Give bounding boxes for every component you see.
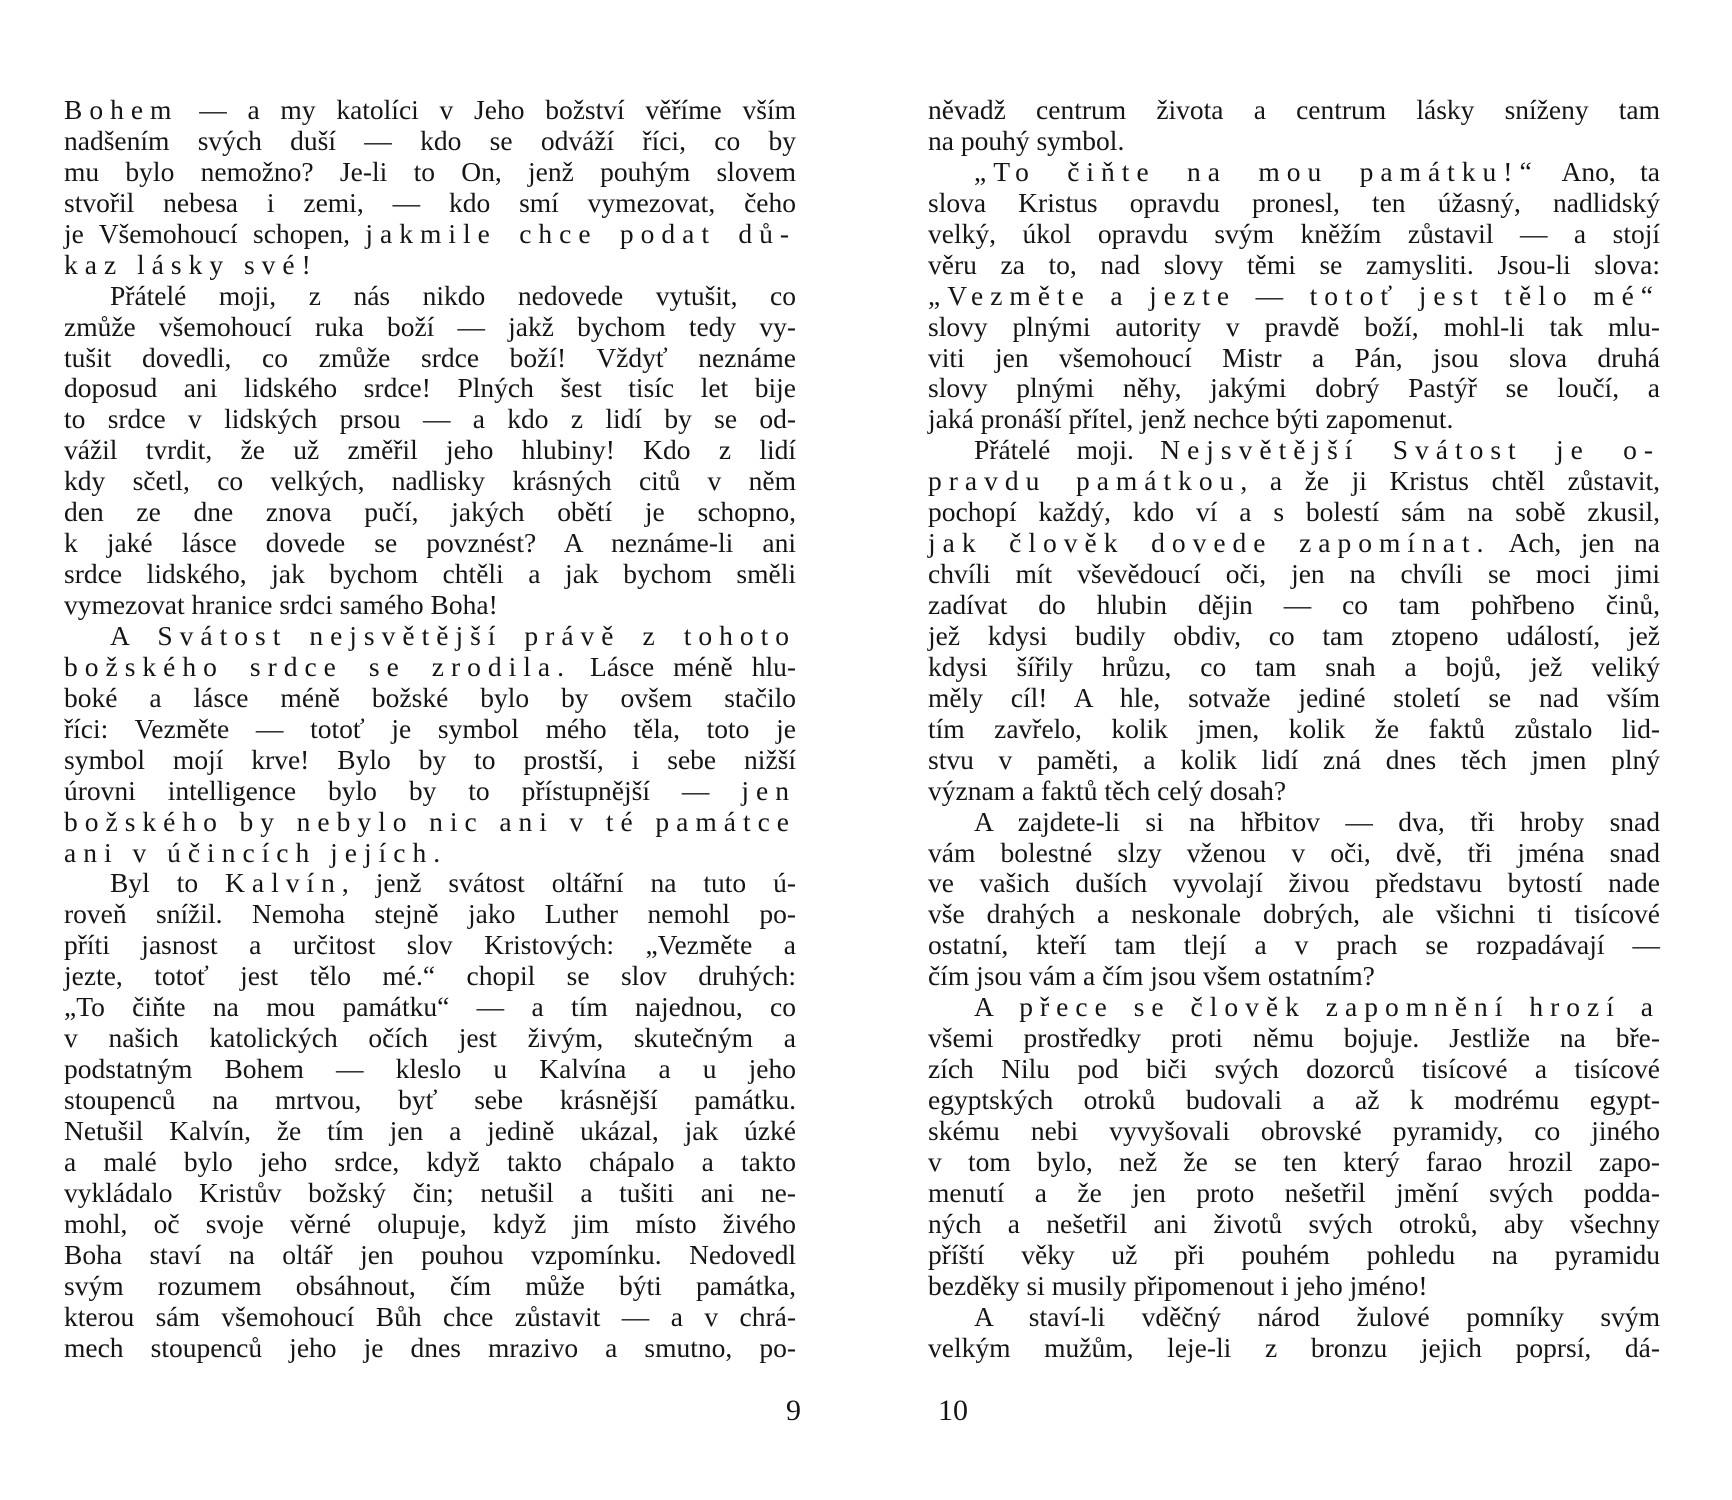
right-page: [928, 95, 1660, 1363]
text-line: [64, 992, 796, 1023]
text-run: to srdce v lidských prsou — a kdo z lidí by se od-: [64, 403, 796, 435]
text-run: úrovni intelligence bylo by to přístupnější —: [64, 774, 742, 806]
text-line: [64, 528, 796, 559]
text-line: [928, 343, 1660, 374]
text-run: jezte, totoť jest tělo mé.“ chopil se slov druhých:: [64, 960, 796, 992]
text-line: [64, 1209, 796, 1240]
text-run: vážil tvrdit, že už změřil jeho hlubiny! Kdo z lidí: [64, 434, 796, 466]
text-run: roveň snížil. Nemoha stejně jako Luther nemohl po-: [64, 898, 796, 930]
spaced-emphasis-text: božského srdce se zrodila.: [64, 650, 572, 682]
spaced-emphasis-text: jen: [741, 774, 796, 806]
text-line: [64, 838, 796, 869]
text-run: jež kdysi budily obdiv, co tam ztopeno událostí, jež: [928, 619, 1660, 651]
text-run: Ach, jen na: [1490, 527, 1660, 559]
text-line: [928, 1209, 1660, 1240]
text-run: zadívat do hlubin dějin — co tam pohřbeno činů,: [928, 589, 1660, 620]
text-run: vymezovat hranice srdci samého Boha!: [64, 589, 498, 620]
text-run: podstatným Bohem — kleslo u Kalvína a u jeho: [64, 1053, 796, 1085]
text-line: [64, 652, 796, 683]
text-line: [928, 1147, 1660, 1178]
text-line: [64, 219, 796, 250]
text-run: zích Nilu pod biči svých dozorců tisícové a tisícové: [928, 1053, 1660, 1085]
text-line: [64, 868, 796, 899]
text-line: [64, 1302, 796, 1333]
text-run: ostatní, kteří tam tlejí a v prach se rozpadávají —: [928, 929, 1660, 961]
text-line: [928, 1054, 1660, 1085]
text-run: pochopí každý, kdo ví a s bolestí sám na sobě zkusil,: [928, 496, 1660, 528]
text-line: [928, 1240, 1660, 1271]
text-run: chvíli mít vševědoucí oči, jen na chvíli se moci jimi: [928, 558, 1660, 590]
text-line: [928, 466, 1660, 497]
text-line: [64, 1116, 796, 1147]
text-line: [928, 714, 1660, 745]
text-run: říci: Vezměte — totoť je symbol mého těla, toto je: [64, 712, 796, 744]
text-line: [64, 930, 796, 961]
spaced-emphasis-text: „To čiňte na mou památku!“: [974, 155, 1539, 187]
text-line: [928, 899, 1660, 930]
text-run: tím zavřelo, kolik jmen, kolik že faktů zůstalo lid-: [928, 712, 1660, 744]
text-line: [928, 404, 1660, 435]
text-line: [928, 1333, 1660, 1364]
text-line: [928, 219, 1660, 250]
text-run: čím jsou vám a čím jsou všem ostatním?: [928, 960, 1375, 992]
text-line: [928, 652, 1660, 683]
text-line: [64, 899, 796, 930]
spaced-emphasis-text: Bohem: [64, 94, 179, 125]
text-line: [64, 961, 796, 992]
text-run: měly cíl! A hle, sotvaže jediné století se nad vším: [928, 681, 1660, 713]
text-line: [928, 621, 1660, 652]
text-line: [928, 250, 1660, 281]
text-line: [928, 961, 1660, 992]
text-run: velkým mužům, leje-li z bronzu jejich poprsí, dá-: [928, 1331, 1660, 1363]
text-line: [928, 497, 1660, 528]
text-run: něvadž centrum života a centrum lásky sníženy tam: [928, 94, 1660, 125]
text-line: [64, 1085, 796, 1116]
text-line: [928, 1178, 1660, 1209]
text-run: A staví-li vděčný národ žulové pomníky svým: [974, 1300, 1660, 1332]
text-line: [928, 992, 1660, 1023]
text-run: egyptských otroků budovali a až k modrému egypt-: [928, 1084, 1660, 1115]
text-run: A zajdete-li si na hřbitov — dva, tři hroby snad: [974, 805, 1660, 837]
text-line: [64, 590, 796, 621]
text-run: jaká pronáší přítel, jenž nechce býti zapomenut.: [928, 403, 1454, 435]
text-line: [928, 838, 1660, 869]
text-run: slovy plnými něhy, jakými dobrý Pastýř se loučí, a: [928, 372, 1660, 404]
text-run: skému nebi vyvyšovali obrovské pyramidy, co jiného: [928, 1114, 1660, 1146]
spaced-emphasis-text: „Vezměte a jezte — totoť jest tělo mé“: [928, 279, 1660, 311]
text-line: [928, 776, 1660, 807]
text-line: [64, 776, 796, 807]
text-run: kdy sčetl, co velkých, nadlisky krásných citů v něm: [64, 465, 796, 497]
text-run: , jenž svátost oltářní na tuto ú-: [341, 867, 797, 899]
text-line: [64, 1147, 796, 1178]
text-run: mu bylo nemožno? Je-li to On, jenž pouhým slovem: [64, 155, 796, 187]
text-line: [64, 95, 796, 126]
text-line: [928, 559, 1660, 590]
text-run: význam a faktů těch celý dosah?: [928, 774, 1287, 806]
text-line: [928, 528, 1660, 559]
text-line: [64, 1333, 796, 1364]
text-run: všemi prostředky proti němu bojuje. Jestliže na bře-: [928, 1022, 1660, 1054]
text-run: Přátelé moji, z nás nikdo nedovede vytušit, co: [110, 279, 796, 311]
text-line: [928, 1023, 1660, 1054]
text-run: a malé bylo jeho srdce, když takto chápalo a takto: [64, 1145, 796, 1177]
text-line: [64, 188, 796, 219]
text-line: [64, 250, 796, 281]
text-run: , a že ji Kristus chtěl zůstavit,: [1240, 465, 1661, 497]
text-run: Netušil Kalvín, že tím jen a jedině ukázal, jak úzké: [64, 1114, 796, 1146]
text-line: [64, 559, 796, 590]
spaced-emphasis-text: Kalvín: [225, 867, 342, 899]
text-run: den ze dne znova pučí, jakých obětí je schopno,: [64, 496, 796, 528]
text-line: [928, 373, 1660, 404]
text-line: [928, 188, 1660, 219]
text-run: Přátelé moji.: [974, 434, 1161, 466]
text-line: [64, 126, 796, 157]
text-run: ve vašich duších vyvolají živou představu bytostí nade: [928, 867, 1660, 899]
text-run: bezděky si musily připomenout i jeho jméno!: [928, 1269, 1428, 1301]
text-line: [928, 312, 1660, 343]
text-line: [64, 1054, 796, 1085]
text-line: [928, 435, 1660, 466]
text-run: slovy plnými autority v pravdě boží, mohl-li tak mlu-: [928, 310, 1660, 342]
text-line: [64, 466, 796, 497]
text-run: stvořil nebesa i zemi, — kdo smí vymezovat, čeho: [64, 186, 796, 218]
spaced-emphasis-text: Nejsvětější Svátost je o-: [1160, 434, 1660, 466]
text-run: k jaké lásce dovede se povznést? A neznáme-li ani: [64, 527, 796, 559]
text-run: Lásce méně hlu-: [571, 650, 796, 682]
text-run: kdysi šířily hrůzu, co tam snah a bojů, jež veliký: [928, 650, 1660, 682]
spaced-emphasis-text: kaz lásky své!: [64, 248, 318, 280]
text-line: [928, 1271, 1660, 1302]
text-line: [64, 1240, 796, 1271]
text-run: srdce lidského, jak bychom chtěli a jak bychom směli: [64, 558, 796, 590]
text-line: [64, 1023, 796, 1054]
text-line: [64, 343, 796, 374]
text-run: tušit dovedli, co zmůže srdce boží! Vždyť neznáme: [64, 341, 796, 373]
text-run: boké a lásce méně božské bylo by ovšem stačilo: [64, 681, 796, 713]
text-run: Boha staví na oltář jen pouhou vzpomínku. Nedovedl: [64, 1238, 796, 1270]
spaced-emphasis-text: jak člověk dovede zapomínat.: [928, 527, 1491, 559]
spaced-emphasis-text: pravdu památkou: [928, 465, 1241, 497]
spaced-emphasis-text: A přece se člověk zapomnění hrozí a: [974, 991, 1660, 1023]
text-run: „To čiňte na mou památku“ — a tím najednou, co: [64, 991, 796, 1023]
text-line: [928, 126, 1660, 157]
text-line: [928, 1085, 1660, 1116]
text-run: na pouhý symbol.: [928, 124, 1125, 156]
text-run: Byl to: [110, 867, 226, 899]
text-line: [64, 404, 796, 435]
spaced-emphasis-text: božského by nebylo nic ani v té památce: [64, 805, 796, 837]
text-run: menutí a že jen proto nešetřil jmění svých podda-: [928, 1176, 1660, 1208]
text-line: [928, 95, 1660, 126]
text-line: [928, 157, 1660, 188]
text-run: příti jasnost a určitost slov Kristových: „Vezměte a: [64, 929, 796, 961]
text-run: v našich katolických očích jest živým, skutečným a: [64, 1022, 796, 1054]
text-line: [928, 1302, 1660, 1333]
page-number-right: 10: [938, 1394, 968, 1427]
text-line: [928, 745, 1660, 776]
left-page: [64, 95, 796, 1363]
spaced-emphasis-text: A Svátost nejsvětější právě z tohoto: [110, 619, 796, 651]
text-run: slova Kristus opravdu pronesl, ten úžasný, nadlidský: [928, 186, 1660, 218]
text-run: příští věky už při pouhém pohledu na pyramidu: [928, 1238, 1660, 1270]
text-line: [64, 1178, 796, 1209]
page-number-left: 9: [786, 1394, 801, 1427]
text-line: [64, 807, 796, 838]
text-line: [64, 1271, 796, 1302]
text-line: [928, 281, 1660, 312]
text-line: [928, 590, 1660, 621]
text-run: svým rozumem obsáhnout, čím může býti památka,: [64, 1269, 796, 1301]
text-line: [64, 373, 796, 404]
text-line: [928, 868, 1660, 899]
text-run: stvu v paměti, a kolik lidí zná dnes těch jmen plný: [928, 743, 1660, 775]
text-run: v tom bylo, než že se ten který farao hrozil zapo-: [928, 1145, 1660, 1177]
text-line: [64, 435, 796, 466]
text-line: [928, 807, 1660, 838]
text-line: [928, 1116, 1660, 1147]
text-line: [64, 683, 796, 714]
text-run: vám bolestné slzy vženou v oči, dvě, tři jména snad: [928, 836, 1660, 868]
spaced-emphasis-text: jakmile chce podat dů-: [365, 217, 796, 249]
text-run: vykládalo Kristův božský čin; netušil a tušiti ani ne-: [64, 1176, 796, 1208]
text-run: symbol mojí krve! Bylo by to prostší, i sebe nižší: [64, 743, 796, 775]
text-run: vše drahých a neskonale dobrých, ale všichni ti tisícové: [928, 898, 1660, 930]
text-line: [64, 621, 796, 652]
text-run: viti jen všemohoucí Mistr a Pán, jsou slova druhá: [928, 341, 1660, 373]
text-line: [64, 157, 796, 188]
text-run: kterou sám všemohoucí Bůh chce zůstavit — a v chrá-: [64, 1300, 796, 1332]
text-run: Ano, ta: [1538, 155, 1660, 187]
text-line: [928, 930, 1660, 961]
spaced-emphasis-text: ani v účincích jejích.: [64, 836, 448, 868]
text-line: [64, 312, 796, 343]
text-run: ných a nešetřil ani životů svých otroků, aby všechny: [928, 1207, 1660, 1239]
text-run: je Všemohoucí schopen,: [64, 217, 366, 249]
text-line: [928, 683, 1660, 714]
text-run: — a my katolíci v Jeho božství věříme vším: [178, 94, 796, 125]
text-run: doposud ani lidského srdce! Plných šest tisíc let bije: [64, 372, 796, 404]
text-line: [64, 714, 796, 745]
text-line: [64, 745, 796, 776]
text-run: mech stoupenců jeho je dnes mrazivo a smutno, po-: [64, 1331, 796, 1363]
text-run: velký, úkol opravdu svým kněžím zůstavil — a stojí: [928, 217, 1660, 249]
text-run: věru za to, nad slovy těmi se zamysliti. Jsou-li slova:: [928, 248, 1660, 280]
text-line: [64, 497, 796, 528]
text-run: stoupenců na mrtvou, byť sebe krásnější památku.: [64, 1084, 796, 1115]
text-run: nadšením svých duší — kdo se odváží říci, co by: [64, 124, 796, 156]
text-line: [64, 281, 796, 312]
text-run: mohl, oč svoje věrné olupuje, když jim místo živého: [64, 1207, 796, 1239]
text-run: zmůže všemohoucí ruka boží — jakž bychom tedy vy-: [64, 310, 796, 342]
